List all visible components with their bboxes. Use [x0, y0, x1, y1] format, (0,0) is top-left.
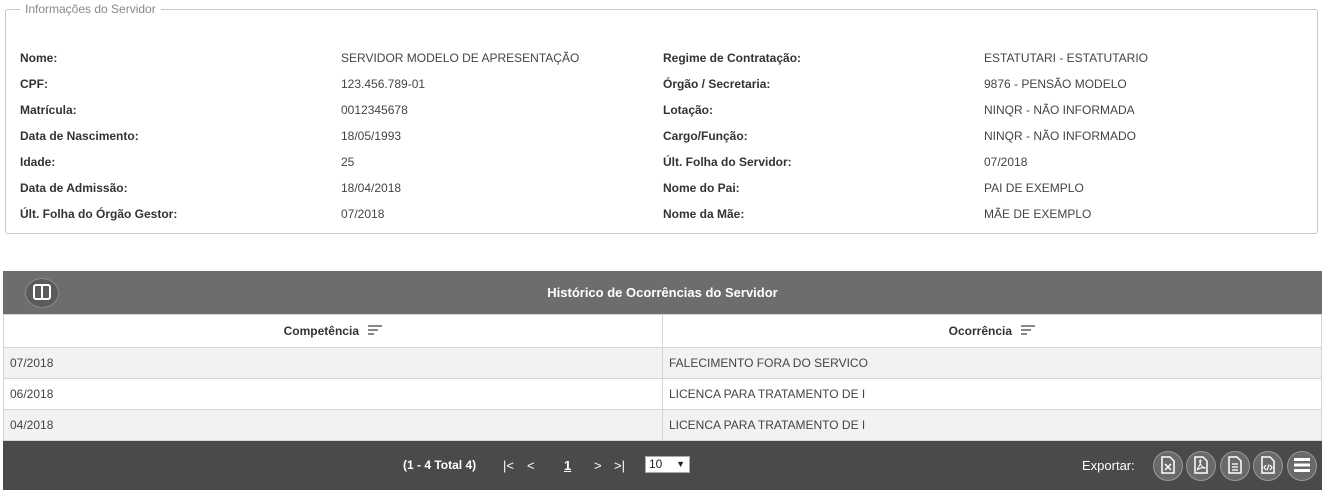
export-xml-button[interactable] — [1253, 451, 1283, 481]
server-info-fieldset — [5, 2, 1318, 234]
label-nome-mae: Nome da Mãe: — [663, 207, 745, 221]
info-row-matricula — [6, 102, 1317, 118]
rows-per-page-select[interactable] — [645, 456, 690, 473]
xml-icon — [1260, 456, 1276, 477]
history-panel — [3, 271, 1322, 490]
pdf-icon — [1193, 456, 1209, 477]
value-lotacao: NINQR - NÃO INFORMADA — [984, 103, 1135, 117]
info-row-nome — [6, 50, 1317, 66]
server-info-legend: Informações do Servidor — [20, 2, 161, 16]
cell-competencia: 07/2018 — [4, 348, 663, 379]
export-pdf-button[interactable] — [1186, 451, 1216, 481]
value-nascimento: 18/05/1993 — [341, 129, 402, 143]
info-row-idade — [6, 154, 1317, 170]
page-number-button[interactable]: 1 — [564, 458, 572, 473]
column-header-competencia[interactable] — [4, 315, 663, 348]
sort-icon — [1021, 324, 1035, 338]
value-nome: SERVIDOR MODELO DE APRESENTAÇÃO — [341, 51, 580, 65]
table-row[interactable] — [4, 410, 1322, 441]
info-row-nascimento — [6, 128, 1317, 144]
columns-icon — [33, 284, 51, 303]
cell-competencia: 06/2018 — [4, 379, 663, 410]
value-idade: 25 — [341, 155, 355, 169]
label-admissao: Data de Admissão: — [20, 181, 128, 195]
dropdown-arrow-icon: ▼ — [676, 459, 685, 469]
value-ult-folha-servidor: 07/2018 — [984, 155, 1028, 169]
cell-ocorrencia: LICENCA PARA TRATAMENTO DE I — [663, 410, 1322, 441]
info-row-admissao — [6, 180, 1317, 196]
table-row[interactable] — [4, 348, 1322, 379]
xls-icon — [1160, 456, 1176, 477]
column-header-label: Ocorrência — [948, 323, 1013, 338]
history-panel-header — [3, 271, 1322, 314]
prev-page-button[interactable]: < — [527, 458, 535, 473]
export-list-button[interactable] — [1287, 451, 1317, 481]
label-nome-pai: Nome do Pai: — [663, 181, 740, 195]
label-cpf: CPF: — [20, 77, 48, 91]
column-toggle-button[interactable] — [25, 278, 59, 308]
value-ult-folha-orgao: 07/2018 — [341, 207, 385, 221]
list-icon — [1293, 457, 1311, 476]
value-nome-pai: PAI DE EXEMPLO — [984, 181, 1084, 195]
value-orgao: 9876 - PENSÃO MODELO — [984, 77, 1127, 91]
history-panel-title: Histórico de Ocorrências do Servidor — [547, 285, 778, 300]
cell-ocorrencia: FALECIMENTO FORA DO SERVICO — [663, 348, 1322, 379]
label-ult-folha-servidor: Últ. Folha do Servidor: — [663, 155, 792, 169]
value-matricula: 0012345678 — [341, 103, 408, 117]
table-header-row — [4, 315, 1322, 348]
table-row[interactable] — [4, 379, 1322, 410]
last-page-button[interactable]: >| — [614, 458, 625, 473]
value-admissao: 18/04/2018 — [341, 181, 402, 195]
label-lotacao: Lotação: — [663, 103, 714, 117]
history-table — [3, 314, 1322, 441]
value-nome-mae: MÃE DE EXEMPLO — [984, 207, 1092, 221]
label-ult-folha-orgao: Últ. Folha do Órgão Gestor: — [20, 207, 178, 221]
info-row-cpf — [6, 76, 1317, 92]
label-cargo: Cargo/Função: — [663, 129, 748, 143]
label-nome: Nome: — [20, 51, 58, 65]
label-idade: Idade: — [20, 155, 56, 169]
label-nascimento: Data de Nascimento: — [20, 129, 139, 143]
next-page-button[interactable]: > — [594, 458, 602, 473]
first-page-button[interactable]: |< — [503, 458, 514, 473]
paginator — [3, 441, 1322, 490]
column-header-label: Competência — [283, 323, 359, 338]
export-label: Exportar: — [1082, 458, 1135, 473]
label-orgao: Órgão / Secretaria: — [663, 77, 771, 91]
export-xls-button[interactable] — [1153, 451, 1183, 481]
info-row-ult-folha-orgao — [6, 206, 1317, 222]
doc-icon — [1227, 456, 1243, 477]
column-header-ocorrencia[interactable] — [663, 315, 1322, 348]
paginator-info: (1 - 4 Total 4) — [403, 458, 477, 472]
cell-competencia: 04/2018 — [4, 410, 663, 441]
label-regime: Regime de Contratação: — [663, 51, 802, 65]
export-doc-button[interactable] — [1220, 451, 1250, 481]
value-cpf: 123.456.789-01 — [341, 77, 426, 91]
value-regime: ESTATUTARI - ESTATUTARIO — [984, 51, 1148, 65]
rows-per-page-value: 10 — [649, 457, 663, 471]
value-cargo: NINQR - NÃO INFORMADO — [984, 129, 1136, 143]
sort-icon — [368, 324, 382, 338]
cell-ocorrencia: LICENCA PARA TRATAMENTO DE I — [663, 379, 1322, 410]
label-matricula: Matrícula: — [20, 103, 77, 117]
